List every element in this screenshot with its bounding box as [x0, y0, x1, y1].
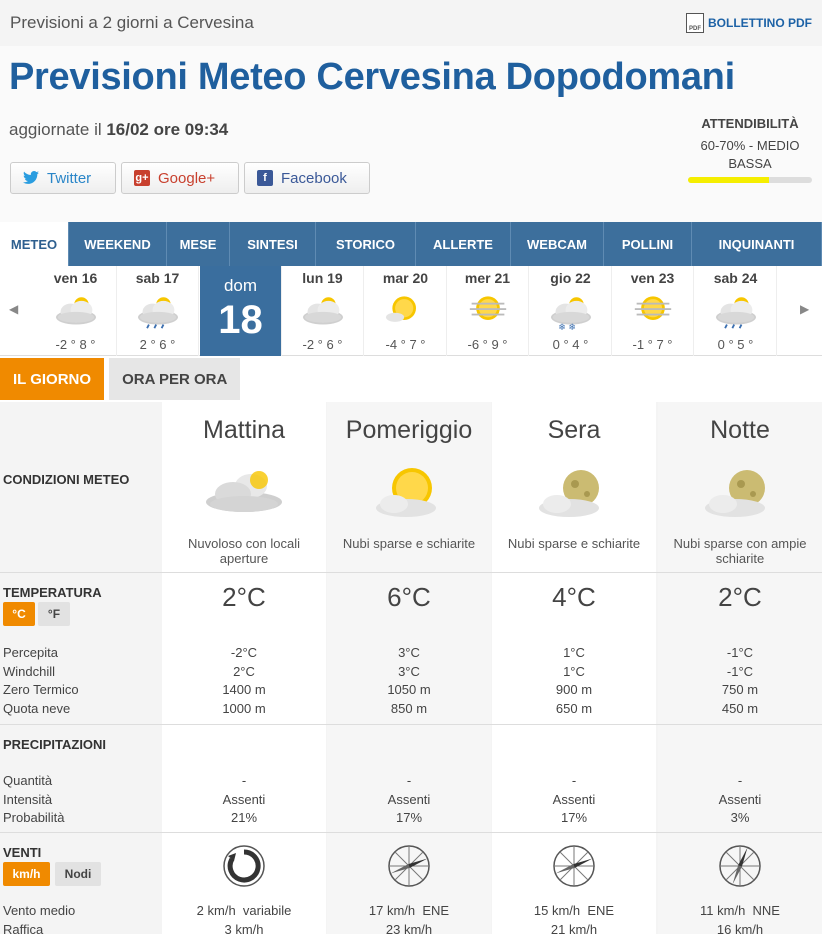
label-winds: VENTI — [3, 845, 42, 860]
quantity-value: - — [406, 773, 412, 788]
kmh-toggle[interactable]: km/h — [3, 862, 50, 886]
rain-cloud-icon — [695, 290, 776, 330]
tab-sintesi[interactable]: SINTESI — [230, 222, 316, 266]
reliability-box — [688, 116, 812, 183]
compass-ene-icon — [492, 842, 656, 890]
sun-cloud-icon — [365, 290, 446, 330]
precip-details — [327, 772, 491, 828]
avg-wind-value: 15 km/h ENE — [533, 903, 615, 918]
row-separator — [0, 832, 822, 833]
day-temp: -4 ° 7 ° — [385, 337, 426, 352]
perceived-value: -1°C — [726, 645, 754, 660]
updated-prefix: aggiornate il — [9, 120, 107, 139]
day-name: ven 16 — [53, 270, 98, 286]
day-name: dom — [223, 276, 258, 295]
google-plus-label: Google+ — [158, 169, 216, 187]
probability-value: 17% — [560, 810, 588, 825]
forecast-column-pomeriggio — [327, 402, 491, 934]
reliability-label: ATTENDIBILITÀ — [701, 116, 799, 131]
label-windchill: Windchill — [3, 663, 56, 679]
temp-details — [492, 644, 656, 718]
next-arrow-icon[interactable]: ▶ — [800, 302, 810, 316]
windchill-value: -1°C — [726, 663, 754, 679]
forecast-grid — [0, 402, 822, 934]
condition-text: Nubi sparse e schiarite — [342, 536, 476, 551]
day-name: lun 19 — [302, 270, 343, 286]
precip-details — [658, 772, 822, 828]
reliability-value: 60-70% - MEDIO BASSA — [700, 138, 800, 171]
day-temp: 2 ° 6 ° — [139, 337, 176, 352]
day-6[interactable] — [447, 266, 529, 356]
label-perceived: Percepita — [3, 645, 58, 660]
fahrenheit-toggle[interactable]: °F — [38, 602, 70, 626]
day-name: ven 23 — [630, 270, 675, 286]
day-1[interactable] — [35, 266, 117, 356]
period-name: Sera — [547, 416, 601, 444]
compass-nne-icon — [658, 842, 822, 890]
wind-details — [327, 902, 491, 934]
period-name: Pomeriggio — [345, 416, 473, 444]
sun-cloud-icon — [327, 460, 491, 530]
label-zero: Zero Termico — [3, 682, 79, 697]
day-5[interactable] — [365, 266, 447, 356]
zero-value: 1050 m — [387, 682, 431, 697]
google-plus-icon: g+ — [135, 172, 149, 184]
temp-details — [162, 644, 326, 718]
partly-cloudy-icon — [35, 290, 116, 330]
day-temp: 0 ° 5 ° — [717, 337, 754, 352]
temp-details — [658, 644, 822, 718]
temperature-value: 2°C — [718, 582, 762, 612]
label-conditions: CONDIZIONI METEO — [3, 472, 130, 487]
snow-value: 1000 m — [222, 700, 266, 716]
intensity-value: Assenti — [552, 791, 596, 807]
rain-cloud-icon — [117, 290, 198, 330]
row-separator — [0, 724, 822, 725]
precip-sublabels — [3, 772, 64, 828]
perceived-value: 1°C — [563, 645, 585, 660]
intensity-value: Assenti — [222, 791, 266, 807]
gust-value: 16 km/h — [716, 921, 764, 934]
pdf-icon: PDF — [686, 13, 704, 33]
zero-value: 1400 m — [222, 682, 266, 697]
breadcrumb-bar — [0, 0, 822, 46]
quantity-value: - — [241, 773, 247, 788]
sun-fog-icon — [447, 290, 528, 330]
condition-text: Nuvoloso con locali aperture — [187, 536, 300, 566]
forecast-column-sera — [492, 402, 656, 934]
tab-weekend[interactable]: WEEKEND — [69, 222, 167, 266]
day-9[interactable] — [695, 266, 777, 356]
day-temp: -2 ° 6 ° — [302, 337, 343, 352]
temperature-value: 6°C — [387, 582, 431, 612]
facebook-icon: f — [257, 170, 273, 186]
reliability-bar-fill — [688, 177, 769, 183]
sun-fog-icon — [612, 290, 693, 330]
snow-cloud-icon — [530, 290, 611, 330]
tab-storico[interactable]: STORICO — [316, 222, 416, 266]
zero-value: 750 m — [721, 682, 759, 697]
updated-value: 16/02 ore 09:34 — [106, 120, 229, 139]
label-probability: Probabilità — [3, 810, 65, 825]
avg-wind-value: 17 km/h ENE — [368, 903, 450, 918]
pdf-bulletin-link[interactable] — [686, 13, 812, 33]
temperature-value: 2°C — [222, 582, 266, 612]
knots-toggle[interactable]: Nodi — [55, 862, 101, 886]
moon-cloud-icon — [658, 460, 822, 530]
windchill-value: 2°C — [233, 663, 255, 679]
cloudy-icon — [162, 460, 326, 530]
pdf-label: BOLLETTINO PDF — [708, 16, 812, 30]
day-7[interactable] — [530, 266, 612, 356]
tab-inquinanti[interactable]: INQUINANTI — [692, 222, 822, 266]
wind-details — [492, 902, 656, 934]
period-name: Mattina — [203, 416, 285, 444]
partly-cloudy-icon — [282, 290, 363, 330]
gust-value: 21 km/h — [550, 921, 598, 934]
label-precipitation: PRECIPITAZIONI — [3, 737, 107, 752]
forecast-column-notte — [658, 402, 822, 934]
day-name: sab 17 — [135, 270, 180, 286]
moon-cloud-icon — [492, 460, 656, 530]
subtabs — [0, 358, 240, 400]
tab-ora-per-ora[interactable]: ORA PER ORA — [109, 358, 240, 400]
gust-value: 3 km/h — [224, 921, 264, 934]
day-temp: -1 ° 7 ° — [632, 337, 673, 352]
tab-il-giorno[interactable]: IL GIORNO — [0, 358, 104, 400]
intensity-value: Assenti — [718, 791, 762, 807]
day-name: mar 20 — [382, 270, 429, 286]
celsius-toggle[interactable]: °C — [3, 602, 35, 626]
tab-mese[interactable]: MESE — [167, 222, 230, 266]
avg-wind-value: 11 km/h NNE — [700, 903, 780, 918]
row-separator — [0, 572, 822, 573]
label-quantity: Quantità — [3, 773, 53, 788]
snow-value: 650 m — [555, 700, 593, 716]
precip-details — [492, 772, 656, 828]
wind-details — [162, 902, 326, 934]
day-strip — [0, 266, 822, 356]
label-intensity: Intensità — [3, 791, 53, 807]
day-temp: 0 ° 4 ° — [552, 337, 589, 352]
day-name: sab 24 — [713, 270, 758, 286]
label-temperature: TEMPERATURA — [3, 585, 102, 600]
tab-allerte[interactable]: ALLERTE — [416, 222, 511, 266]
variable-wind-icon — [162, 842, 326, 890]
wind-sublabels — [3, 902, 75, 934]
quantity-value: - — [737, 773, 743, 788]
breadcrumb: Previsioni a 2 giorni a Cervesina — [10, 13, 254, 32]
day-2[interactable] — [117, 266, 199, 356]
tab-pollini[interactable]: POLLINI — [604, 222, 692, 266]
day-8[interactable] — [612, 266, 694, 356]
facebook-label: Facebook — [281, 169, 347, 187]
day-name: mer 21 — [464, 270, 511, 286]
reliability-bar — [688, 177, 812, 183]
day-temp: -2 ° 8 ° — [55, 337, 96, 352]
intensity-value: Assenti — [387, 791, 431, 807]
probability-value: 17% — [395, 810, 423, 825]
twitter-button[interactable] — [10, 162, 116, 194]
tab-webcam[interactable]: WEBCAM — [511, 222, 604, 266]
windchill-value: 3°C — [398, 663, 420, 679]
probability-value: 21% — [230, 810, 258, 825]
period-name: Notte — [710, 416, 770, 444]
label-avg-wind: Vento medio — [3, 903, 76, 918]
avg-wind-value: 2 km/h variabile — [196, 903, 292, 918]
zero-value: 900 m — [555, 682, 593, 697]
share-buttons — [10, 162, 370, 194]
perceived-value: -2°C — [230, 645, 258, 660]
temp-sublabels — [3, 644, 79, 718]
twitter-label: Twitter — [47, 169, 92, 187]
updated-info — [9, 120, 228, 140]
facebook-button[interactable] — [244, 162, 370, 194]
main-nav — [0, 222, 822, 266]
label-snow: Quota neve — [3, 700, 71, 716]
google-plus-button[interactable] — [121, 162, 239, 194]
windchill-value: 1°C — [563, 663, 585, 679]
wind-details — [658, 902, 822, 934]
gust-value: 23 km/h — [385, 921, 433, 934]
perceived-value: 3°C — [398, 645, 420, 660]
condition-text: Nubi sparse e schiarite — [507, 536, 641, 551]
precip-details — [162, 772, 326, 828]
temp-details — [327, 644, 491, 718]
forecast-column-mattina — [162, 402, 326, 934]
snow-value: 450 m — [721, 700, 759, 716]
day-temp: -6 ° 9 ° — [467, 337, 508, 352]
day-name: gio 22 — [550, 270, 591, 286]
svg-text:❄ ❄: ❄ ❄ — [557, 322, 576, 330]
tab-meteo[interactable]: METEO — [0, 222, 69, 266]
compass-ene-icon — [327, 842, 491, 890]
probability-value: 3% — [730, 810, 750, 825]
day-4[interactable] — [282, 266, 364, 356]
page-title: Previsioni Meteo Cervesina Dopodomani — [9, 56, 735, 98]
snow-value: 850 m — [390, 700, 428, 716]
day-3[interactable] — [200, 266, 282, 356]
label-gust: Raffica — [3, 921, 44, 934]
day-number: 18 — [218, 298, 263, 342]
temperature-value: 4°C — [552, 582, 596, 612]
quantity-value: - — [571, 773, 577, 788]
header — [0, 46, 822, 222]
twitter-icon — [23, 170, 39, 186]
condition-text: Nubi sparse con ampie schiarite — [673, 536, 807, 566]
prev-arrow-icon[interactable]: ◀ — [9, 302, 19, 316]
